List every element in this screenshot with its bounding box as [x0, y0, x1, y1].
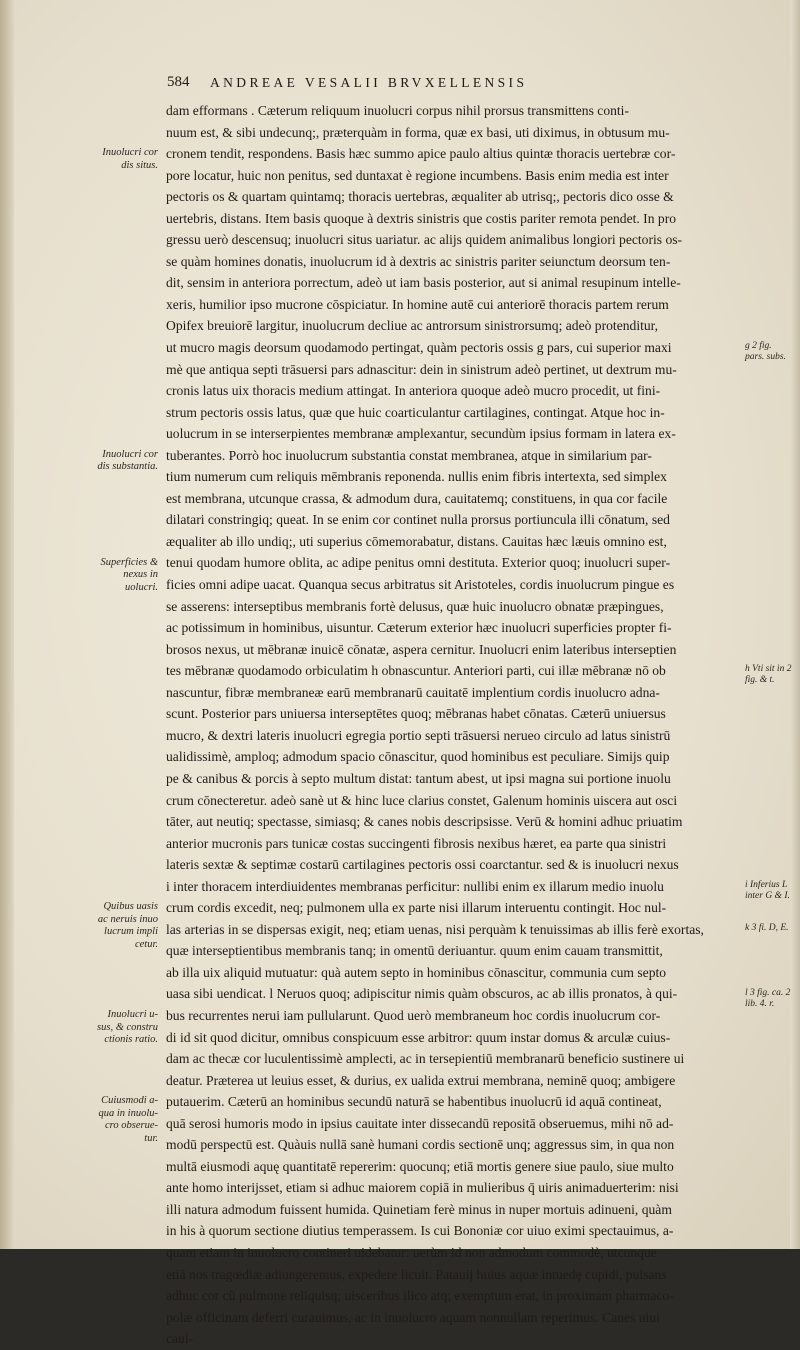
- text-line: dit, sensim in anteriora porrectum, adeò ut iam basis posterior, aut si animal resupinum intelle-: [166, 275, 681, 291]
- text-line: pe & canibus & porcis à septo multum distat: tantum abest, ut ipsi magna sui portione inuolu: [166, 770, 671, 786]
- text-line: æqualiter ab illo undiq;, uti superius cōmemorabatur, distans. Cauitas hæc læuis omnino est,: [166, 533, 667, 549]
- text-line: pore locatur, huic non penitus, sed duntaxat è regione incumbens. Basis enim media est inter: [166, 167, 669, 183]
- text-line: ut mucro magis deorsum quodamodo pertingat, quàm pectoris ossis g pars, cui superior maxi: [166, 340, 672, 356]
- text-line: tium numerum cum reliquis mēmbranis reponenda. nullis enim fibris intertexta, sed simplex: [166, 469, 667, 485]
- text-line: nuum est, & sibi undecunq;, præterquàm in forma, quæ ex basi, uti diximus, in obtusum mu-: [166, 124, 670, 140]
- text-line: di id sit quod dicitur, omnibus conspicuum esse arbitror: quum instar domus & arculæ cuius-: [166, 1029, 671, 1045]
- text-line: ficies omni adipe uacat. Quanqua secus arbitratus sit Aristoteles, cordis inuolucrum pingue es: [166, 577, 675, 593]
- text-line: brosos nexus, ut mēbranæ inuicē cōnatæ, aspera cernitur. Inuolucri enim lateribus interseptien: [166, 641, 677, 657]
- text-line: quā serosi humoris modo in ipsius cauitate inter dissecandū repositā obseruemus, mihi nō ad-: [166, 1115, 674, 1131]
- text-line: se quàm homines donatis, inuolucrum id à dextris ac sinistris pariter seiunctum deorsum ten-: [166, 253, 671, 269]
- text-line: Opifex breuiorē largitur, inuolucrum decliue ac antrorsum sinistrorsumq; adeò protenditur,: [166, 318, 659, 334]
- text-line: cronis latus uix thoracis medium attingat. In anteriora quoque adeò mucro procedit, ut fini-: [166, 383, 661, 399]
- margin-note-right: l 3 fig. ca. 2 lib. 4. r.: [745, 987, 791, 1009]
- text-line: quam etiam in inuolucro contineri uidebatur: uerùm id non admodum commodè, utcunque: [166, 1244, 657, 1260]
- text-line: dam ac thecæ cor luculentissimè amplecti, ac in tersepientiū membranarū beneficio sustinere ui: [166, 1051, 685, 1067]
- text-line: crum cordis excedit, neq; pulmonem ulla ex parte nisi illarum interuentu contingit. Hoc nul-: [166, 900, 667, 916]
- text-line: ac potissimum in hominibus, uisuntur. Cæterum exterior hæc inuolucri superficies propter fi-: [166, 620, 672, 636]
- text-line: polæ officinam deferri curauimus, ac in inuolucro aquam nonnullam reperimus. Canes uiui: [166, 1309, 660, 1325]
- text-line: ab illa uix aliquid mutuatur: quà autem septo in hominibus cōnascitur, communia cum septo: [166, 964, 667, 980]
- text-line: pectoris os & quartam quintamq; thoracis uertebras, æqualiter ab utrisq;, pectoris dico osse &: [166, 189, 674, 205]
- margin-note-left: Inuolucri cor dis substantia.: [97, 448, 158, 473]
- margin-note-left: Superficies & nexus in uolucri.: [100, 556, 158, 593]
- running-head: ANDREAE VESALII BRVXELLENSIS: [210, 75, 528, 90]
- text-line: adhuc cor cū pulmone reliquisq; uisceribus ilico atq; exemptum erat, in proximam pharmaco-: [166, 1288, 674, 1304]
- text-line: illi natura admodum fuissent humida. Quinetiam ferè minus in nuper mortuis adinueni, quàm: [166, 1201, 672, 1217]
- text-line: tuberantes. Porrò hoc inuolucrum substantia constat membranea, atque in similarium par-: [166, 447, 652, 463]
- text-line: xeris, humilior ipso mucrone cōspiciatur. In homine autē cui anteriorē thoracis partem rerum: [166, 296, 669, 312]
- text-line: scunt. Posterior pars uniuersa interseptētes quoq; mēbranas habet cōnatas. Cæterū uniuersus: [166, 706, 666, 722]
- text-line: quæ interseptientibus membranis tanq; in omentū deriuantur. quum enim cauam transmittit,: [166, 943, 663, 959]
- margin-note-left: Inuolucri u- sus, & constru ctionis ratio.: [97, 1009, 158, 1046]
- text-line: bus recurrentes nerui iam pullularunt. Quod uerò membraneum hoc cordis inuolucrum cor-: [166, 1007, 661, 1023]
- text-line: tenui quodam humore oblita, ac adipe penitus omni destituta. Exterior quoq; inuolucri super-: [166, 555, 671, 571]
- text-line: modū perspectū est. Quàuis nullā sanè humani cordis sectionē unq; aggressus sim, in qua non: [166, 1137, 675, 1153]
- margin-note-left: Inuolucri cor dis situs.: [102, 147, 158, 171]
- margin-note-right: i Inferius L inter G & I.: [745, 879, 790, 901]
- text-line: multā eiusmodi aquę quantitatē repererim: quocunq; etiā mortis genere siue paulo, siue multo: [166, 1158, 674, 1174]
- text-line: uolucrum in se interserpientes membranæ amplexantur, secundùm ipsius formam in latera ex-: [166, 426, 676, 442]
- text-line: ante homo interijsset, etiam si adhuc maiorem copiā in mulieribus q̄ uiris animaduerterim: nisi: [166, 1180, 679, 1196]
- text-line: tāter, aut neutiq; spectasse, simiasq; & canes nobis descripsisse. Verū & homini adhuc priuatim: [166, 814, 683, 830]
- text-line: mè que antiqua septi trāsuersi pars adnascitur: dein in sinistrum adeò pertinet, ut dextrum mu-: [166, 361, 677, 377]
- text-line: uertebris, distans. Item basis quoque à dextris sinistris que costis pariter remota pendet. In pro: [166, 210, 677, 226]
- text-line: i inter thoracem interdiuidentes membranas perficitur: nullibi enim ex illarum medio inuolu: [166, 878, 664, 894]
- text-line: dam efformans . Cæterum reliquum inuolucri corpus nihil prorsus transmittens conti-: [166, 103, 629, 118]
- margin-note-left: Quibus uasis ac neruis inuo lucrum impli cetur.: [97, 901, 158, 950]
- text-line: gressu uerò descensuq; inuolucri situs uariatur. ac alijs quidem animalibus longiori pectoris os-: [166, 232, 683, 248]
- margin-note-left: Cuiusmodi a- qua in inuolu- cro obserue- tur.: [98, 1095, 158, 1144]
- text-line: cronem tendit, respondens. Basis hæc summo apice paulo altius quintæ thoracis uertebræ cor-: [166, 146, 676, 162]
- text-line: etiā nos tragœdiæ adiungeremus, expedere licuit. Patauij huius aquæ intuedę cupidi, pulsans: [166, 1266, 667, 1282]
- text-line: mucro, & dextri lateris inuolucri egregia portio septi trāsuersi nerueo circulo ad latus sinistrū: [166, 727, 671, 743]
- text-line: in his à quorum sectione diutius temperassem. Is cui Bononiæ cor uiuo eximi spectauimus, a-: [166, 1223, 674, 1239]
- text-line: dilatari constringiq; queat. In se enim cor continet nulla prorsus portiuncula illi cōnatum, sed: [166, 512, 670, 528]
- text-line: uasa sibi uendicat. l Neruos quoq; adipiscitur nimis quàm obscuros, ac ab illis pronatos, à qui-: [166, 986, 678, 1002]
- main-text-block: [166, 100, 738, 1350]
- text-line: deatur. Præterea ut leuius esset, & durius, ex ualida extrui membrana, neminē quoq; ambigere: [166, 1072, 676, 1088]
- margin-note-right: k 3 fi. D, E.: [745, 922, 789, 933]
- text-line: ualidissimè, amploq; admodum spacio cōnascitur, quod hominibus est peculiare. Simijs quip: [166, 749, 670, 765]
- text-line: se asserens: interseptibus membranis fortè delusus, quæ huic inuolucro obnatæ præpingues,: [166, 598, 664, 614]
- text-line: strum pectoris ossis latus, quæ que huic coarticulantur cartilagines, contingat. Atque hoc in-: [166, 404, 665, 420]
- text-line: anterior mucronis pars tunicæ costas succingenti fibrosis nexibus hæret, ea parte qua sinistri: [166, 835, 667, 851]
- text-line: nascuntur, fibræ membraneæ earū membranarū cauitatē implentium cordis inuolucro adna-: [166, 684, 660, 700]
- page-number: 584: [167, 74, 190, 90]
- text-line: las arterias in se dispersas exigit, neq; etiam uenas, nisi perquàm k tenuissimas ab illis ferè exortas,: [166, 921, 704, 937]
- page-edge-right: [790, 0, 800, 1249]
- text-line: caui-: [166, 1331, 194, 1347]
- text-line: est membrana, utcunque crassa, & admodum dura, cauitatemq; constituens, in qua cor facile: [166, 490, 668, 506]
- text-line: lateris sextæ & septimæ costarū cartilagines pectoris ossi coarctantur. sed & is inuolucri nexus: [166, 857, 679, 873]
- margin-note-right: g 2 fig. pars. subs.: [745, 341, 786, 363]
- text-line: putauerim. Cæterū an hominibus secundū naturā se habentibus inuolucrū id aquā contineat,: [166, 1094, 662, 1110]
- text-line: crum cōnecteretur. adeò sanè ut & hinc luce clarius constet, Galenum hominis uiscera aut osci: [166, 792, 678, 808]
- margin-note-right: h Vti sit in 2 fig. & t.: [745, 664, 792, 686]
- page-edge-left: [0, 0, 14, 1249]
- text-line: tes mēbranæ quodamodo orbiculatim h obnascuntur. Anteriori parti, cui illæ mēbranæ nō ob: [166, 663, 666, 679]
